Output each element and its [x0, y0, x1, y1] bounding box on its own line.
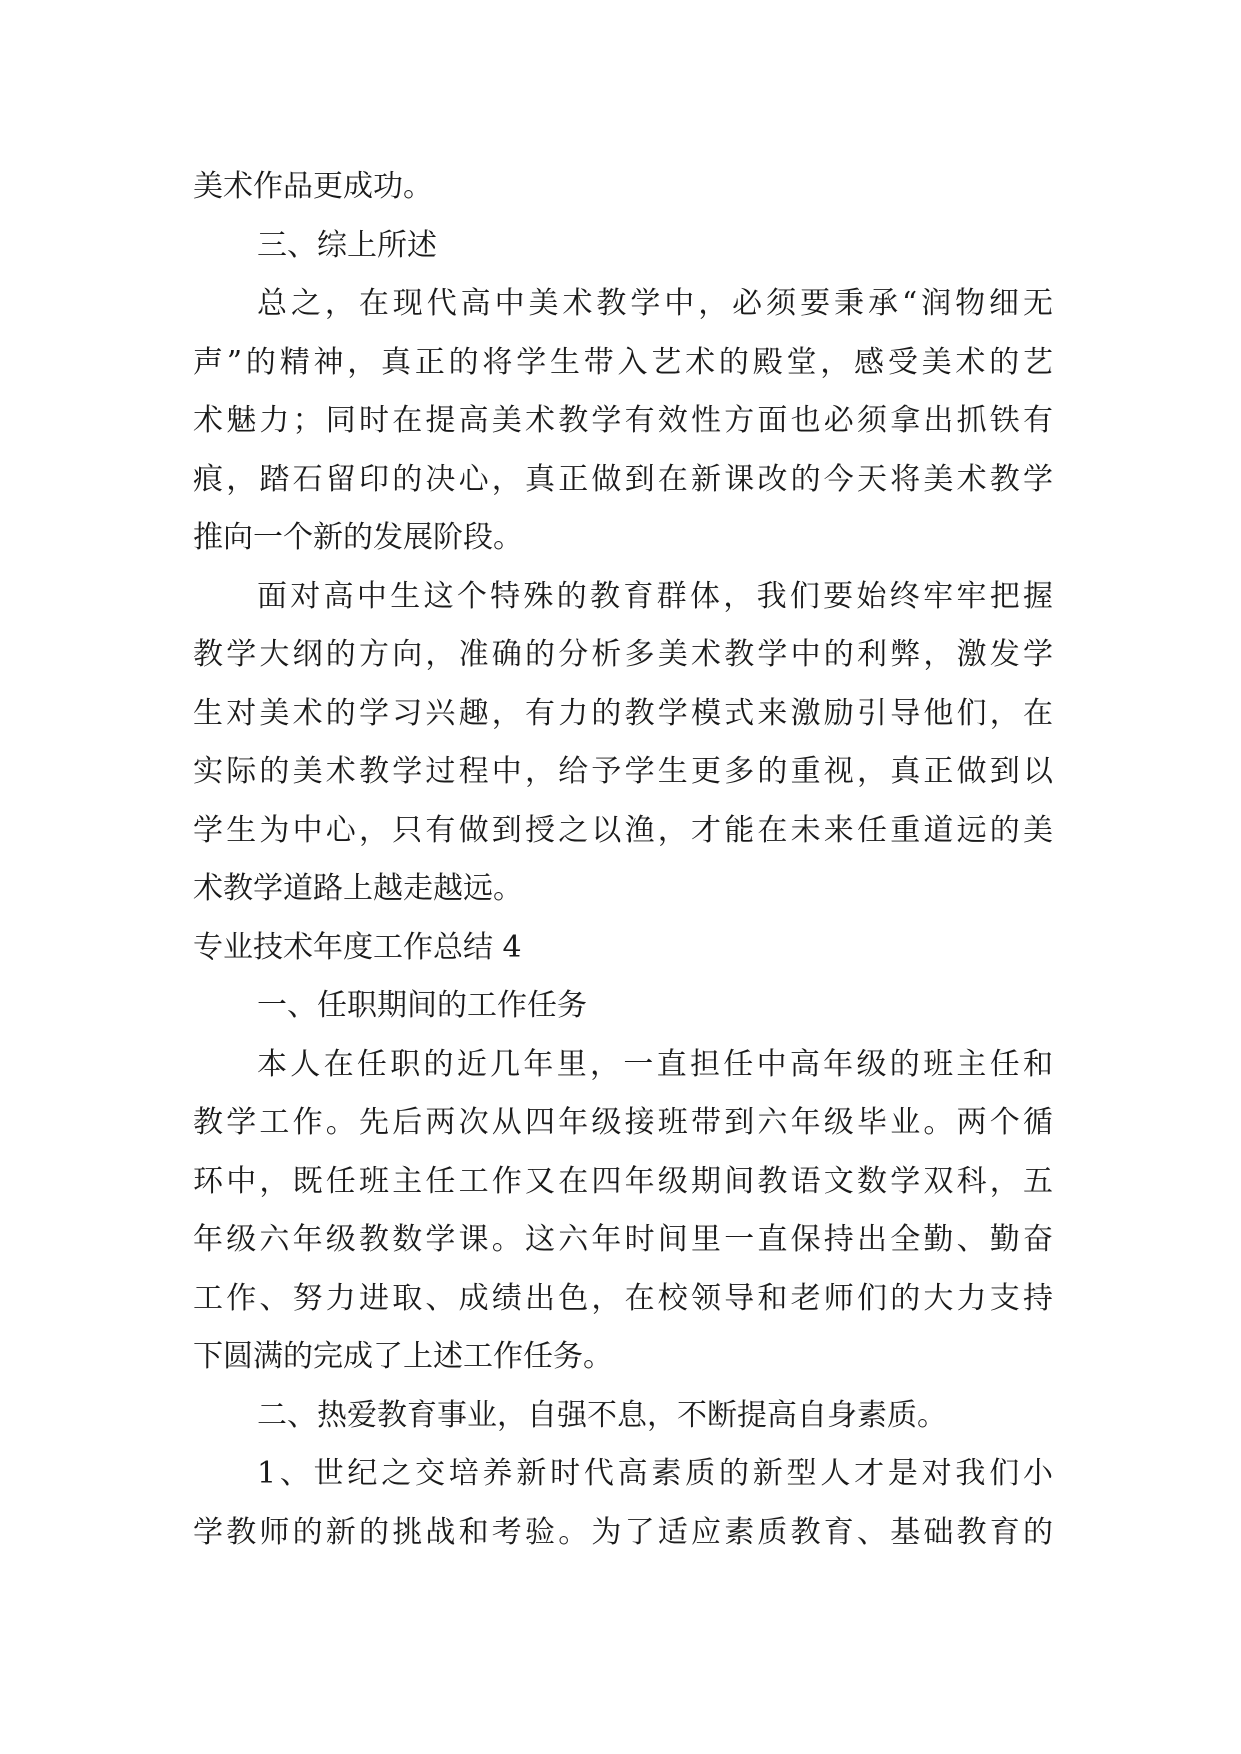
text-line: 1、世纪之交培养新时代高素质的新型人才是对我们小	[257, 1456, 1053, 1491]
text-line: 实际的美术教学过程中，给予学生更多的重视，真正做到以	[193, 754, 1053, 789]
text-line: 学生为中心，只有做到授之以渔，才能在未来任重道远的美	[193, 812, 1053, 848]
text-line: 环中，既任班主任工作又在四年级期间教语文数学双科，五	[193, 1163, 1053, 1199]
text-line: 面对高中生这个特殊的教育群体，我们要始终牢牢把握	[257, 578, 1053, 614]
text-line: 二、热爱教育事业，自强不息，不断提高自身素质。	[257, 1397, 947, 1433]
document-page	[193, 158, 1053, 1562]
text-line: 年级六年级教数学课。这六年时间里一直保持出全勤、勤奋	[193, 1222, 1053, 1257]
text-line: 总之，在现代高中美术教学中，必须要秉承“润物细无	[257, 286, 1053, 321]
text-line: 教学大纲的方向，准确的分析多美术教学中的利弊，激发学	[193, 637, 1053, 672]
text-line: 声”的精神，真正的将学生带入艺术的殿堂，感受美术的艺	[193, 344, 1053, 380]
text-line: 生对美术的学习兴趣，有力的教学模式来激励引导他们，在	[193, 695, 1053, 731]
text-line: 术教学道路上越走越远。	[193, 871, 523, 906]
text-line: 术魅力；同时在提高美术教学有效性方面也必须拿出抓铁有	[193, 403, 1053, 438]
text-line: 痕，踏石留印的决心，真正做到在新课改的今天将美术教学	[193, 461, 1053, 497]
text-line: 美术作品更成功。	[193, 169, 433, 204]
text-line: 学教师的新的挑战和考验。为了适应素质教育、基础教育的	[193, 1514, 1053, 1550]
text-line: 专业技术年度工作总结 4	[193, 929, 522, 965]
text-line: 工作、努力进取、成绩出色，在校领导和老师们的大力支持	[193, 1280, 1053, 1316]
text-line: 本人在任职的近几年里，一直担任中高年级的班主任和	[257, 1046, 1053, 1082]
text-line: 下圆满的完成了上述工作任务。	[193, 1339, 613, 1374]
text-line: 教学工作。先后两次从四年级接班带到六年级毕业。两个循	[193, 1105, 1053, 1140]
text-line: 一、任职期间的工作任务	[257, 988, 587, 1023]
text-line: 推向一个新的发展阶段。	[193, 520, 523, 555]
text-line: 三、综上所述	[257, 227, 437, 263]
